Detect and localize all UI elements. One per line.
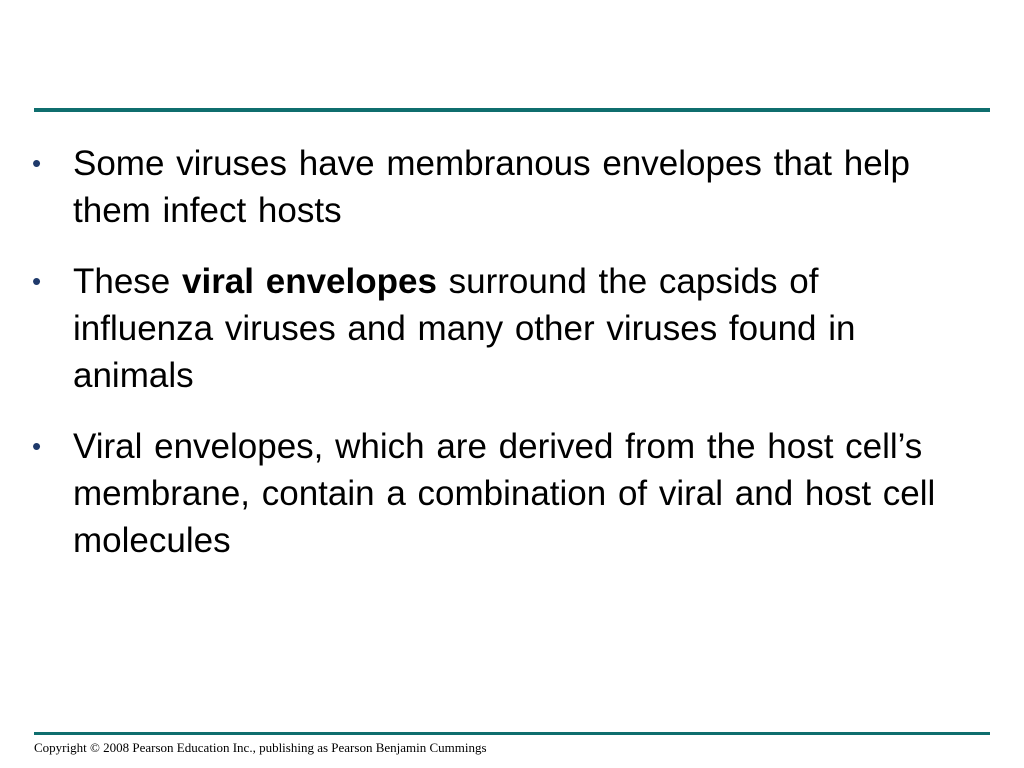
bullet-marker: • [32, 266, 42, 296]
top-divider [34, 108, 990, 112]
bullet-text: Viral envelopes, which are derived from the host cell’s membrane, contain a combination of viral and host cell molecules [73, 427, 936, 560]
bullet-item-1 [30, 140, 966, 234]
bullet-text-before: These [73, 262, 182, 301]
bullet-marker: • [32, 431, 42, 461]
bullet-item-3 [30, 423, 966, 564]
copyright-footer: Copyright © 2008 Pearson Education Inc., publishing as Pearson Benjamin Cummings [34, 740, 487, 755]
bottom-divider [34, 732, 990, 735]
bullet-marker: • [32, 148, 42, 178]
bullet-list [30, 140, 980, 588]
bullet-text: Some viruses have membranous envelopes that help them infect hosts [73, 144, 910, 230]
bullet-text-bold: viral envelopes [182, 262, 437, 301]
bullet-item-2 [30, 258, 966, 399]
bullet-text-after: surround the capsids of influenza viruses and many other viruses found in animals [73, 262, 856, 395]
